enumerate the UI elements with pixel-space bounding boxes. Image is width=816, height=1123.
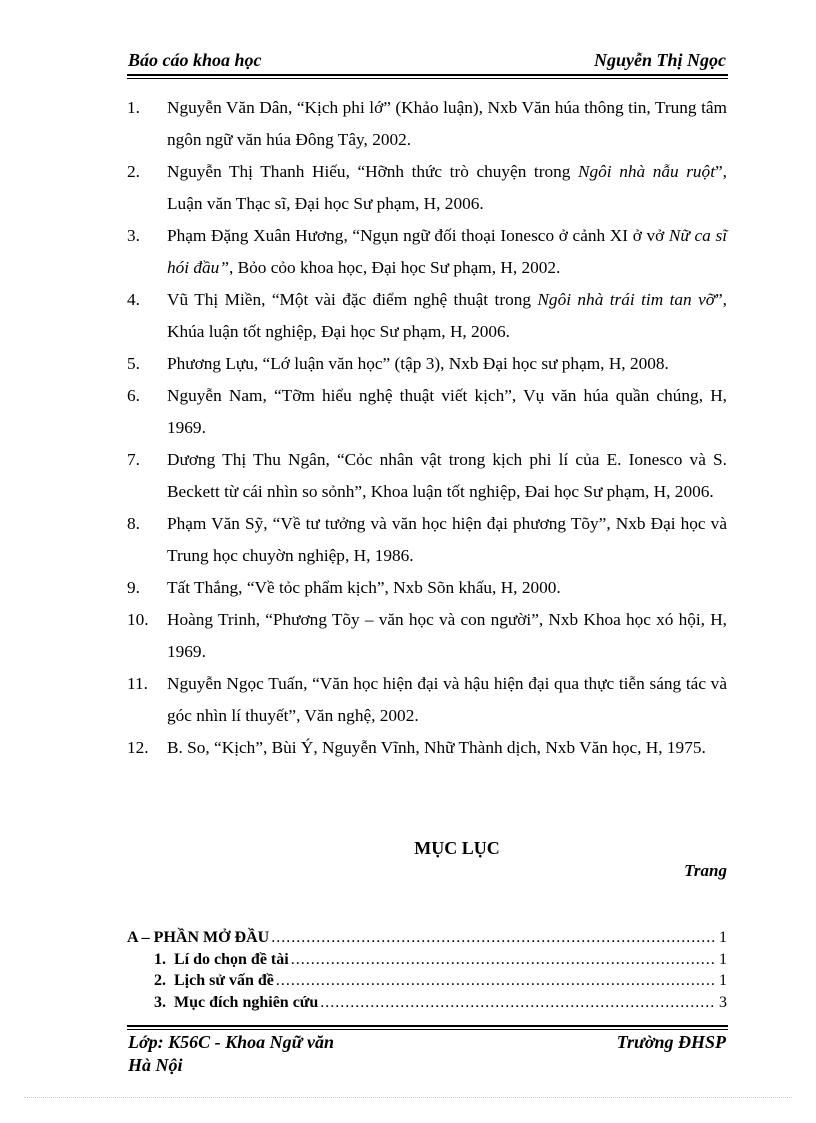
footer-school: Trường ĐHSP bbox=[616, 1032, 726, 1052]
reference-number: 8. bbox=[127, 514, 140, 533]
toc-entry-index: 1. bbox=[154, 950, 166, 968]
reference-text bbox=[167, 348, 727, 380]
reference-text-part: ”, Luận văn Thạc sĩ, Đại học Sư phạm, H, 2006. bbox=[167, 162, 727, 213]
reference-text-part: Phương Lựu, “Lớ luận văn học” (tập 3), Nxb Đại học sư phạm, H, 2008. bbox=[167, 354, 669, 373]
reference-text-part: , Bỏo cỏo khoa học, Đại học Sư phạm, H, 2002. bbox=[228, 258, 561, 277]
reference-item bbox=[127, 92, 727, 156]
toc-entry-index: 2. bbox=[154, 972, 166, 989]
reference-text bbox=[167, 668, 727, 732]
toc-entry-page: 1 bbox=[719, 929, 727, 946]
toc-dot-leader bbox=[276, 970, 715, 992]
toc-dot-leader bbox=[320, 992, 715, 1014]
reference-number: 12. bbox=[127, 738, 149, 757]
toc-entry[interactable] bbox=[127, 970, 727, 992]
reference-text-part: Dương Thị Thu Ngân, “Cỏc nhân vật trong kịch phi lí của E. Ionesco và S. Beckett từ cái nhìn so sỏnh”, Khoa luận tốt nghiệp, Đai học Sư phạm, H, 2006. bbox=[167, 450, 727, 501]
reference-text-part: Nguyễn Ngọc Tuấn, “Văn học hiện đại và hậu hiện đại qua thực tiễn sáng tác và góc nhìn lí thuyết”, Văn nghệ, 2002. bbox=[167, 674, 727, 725]
toc-entry-page: 1 bbox=[719, 950, 727, 968]
reference-title-italic: Ngôi nhà trái tim tan vỡ bbox=[537, 290, 715, 309]
footer-city: Hà Nội bbox=[128, 1055, 183, 1075]
reference-number: 4. bbox=[127, 290, 140, 309]
reference-item bbox=[127, 220, 727, 284]
reference-text bbox=[167, 220, 727, 284]
header-rule bbox=[127, 74, 728, 76]
reference-item bbox=[127, 380, 727, 444]
reference-item bbox=[127, 668, 727, 732]
toc-dot-leader bbox=[271, 927, 715, 949]
reference-text bbox=[167, 156, 727, 220]
reference-item bbox=[127, 444, 727, 508]
toc-page-header: Trang bbox=[684, 861, 727, 880]
reference-text bbox=[167, 572, 727, 604]
header-rule-thin bbox=[127, 78, 728, 79]
reference-item bbox=[127, 604, 727, 668]
toc-entry-label: Mục đích nghiên cứu bbox=[174, 993, 319, 1011]
reference-title-italic: Ngôi nhà nẫu ruột bbox=[578, 162, 715, 181]
toc-entry[interactable] bbox=[127, 992, 727, 1014]
footer-rule bbox=[127, 1025, 728, 1027]
toc-entry-index: 3. bbox=[154, 993, 166, 1011]
toc-entry-label: Lí do chọn đề tài bbox=[174, 950, 289, 968]
reference-text-part: Vũ Thị Miền, “Một vài đặc điểm nghệ thuật trong bbox=[167, 290, 538, 309]
reference-item bbox=[127, 156, 727, 220]
toc-entry-page: 1 bbox=[719, 972, 727, 989]
reference-text bbox=[167, 380, 727, 444]
reference-text bbox=[167, 92, 727, 156]
reference-number: 3. bbox=[127, 226, 140, 245]
reference-number: 6. bbox=[127, 386, 140, 405]
footer-class: Lớp: K56C - Khoa Ngữ văn bbox=[128, 1032, 334, 1052]
table-of-contents bbox=[127, 927, 727, 1013]
toc-title: MỤC LỤC bbox=[414, 838, 500, 858]
toc-dot-leader bbox=[291, 949, 715, 971]
reference-item bbox=[127, 348, 727, 380]
page-break-line bbox=[24, 1097, 792, 1098]
reference-text-part: Nguyễn Thị Thanh Hiếu, “Hỡnh thức trò chuyện trong bbox=[167, 162, 578, 181]
toc-entry-label: A – PHẦN MỞ ĐẦU bbox=[127, 929, 270, 946]
page-header bbox=[127, 50, 728, 72]
reference-text bbox=[167, 284, 727, 348]
reference-item bbox=[127, 508, 727, 572]
reference-text bbox=[167, 508, 727, 572]
reference-number: 9. bbox=[127, 578, 140, 597]
reference-number: 7. bbox=[127, 450, 140, 469]
reference-title-italic: Nữ ca sĩ hói đầu” bbox=[167, 226, 727, 277]
header-author: Nguyễn Thị Ngọc bbox=[594, 50, 726, 70]
reference-number: 5. bbox=[127, 354, 140, 373]
reference-list bbox=[127, 92, 727, 764]
reference-text-part: Phạm Văn Sỹ, “Về tư tưởng và văn học hiện đại phương Tõy”, Nxb Đại học và Trung học chuyờn nghiệp, H, 1986. bbox=[167, 514, 727, 565]
toc-entry-label: Lịch sử vấn đề bbox=[174, 972, 274, 989]
reference-text-part: Tất Thắng, “Về tỏc phẩm kịch”, Nxb Sõn khấu, H, 2000. bbox=[167, 578, 561, 597]
reference-number: 11. bbox=[127, 674, 148, 693]
reference-number: 10. bbox=[127, 610, 149, 629]
footer-rule-thin bbox=[127, 1029, 728, 1030]
reference-text-part: Nguyễn Văn Dân, “Kịch phi lớ” (Khảo luận), Nxb Văn húa thông tin, Trung tâm ngôn ngữ văn húa Đông Tây, 2002. bbox=[167, 98, 727, 149]
reference-text-part: Nguyễn Nam, “Tỡm hiểu nghệ thuật viết kịch”, Vụ văn húa quần chúng, H, 1969. bbox=[167, 386, 727, 437]
reference-item bbox=[127, 284, 727, 348]
toc-entry-page: 3 bbox=[719, 993, 727, 1011]
reference-number: 2. bbox=[127, 162, 140, 181]
header-left-title: Báo cáo khoa học bbox=[128, 50, 262, 70]
toc-entry[interactable] bbox=[127, 949, 727, 971]
reference-text-part: B. So, “Kịch”, Bùi Ý, Nguyễn Vĩnh, Nhữ Thành dịch, Nxb Văn học, H, 1975. bbox=[167, 738, 706, 757]
toc-entry[interactable] bbox=[127, 927, 727, 949]
reference-text bbox=[167, 732, 727, 764]
reference-text-part: Hoàng Trinh, “Phương Tõy – văn học và con người”, Nxb Khoa học xó hội, H, 1969. bbox=[167, 610, 727, 661]
reference-item bbox=[127, 732, 727, 764]
reference-text bbox=[167, 604, 727, 668]
reference-text-part: ”, Khúa luận tốt nghiệp, Đại học Sư phạm, H, 2006. bbox=[167, 290, 727, 341]
reference-item bbox=[127, 572, 727, 604]
reference-text-part: Phạm Đặng Xuân Hương, “Ngụn ngữ đối thoại Ionesco ở cảnh XI ở vở bbox=[167, 226, 669, 245]
reference-number: 1. bbox=[127, 98, 140, 117]
reference-text bbox=[167, 444, 727, 508]
